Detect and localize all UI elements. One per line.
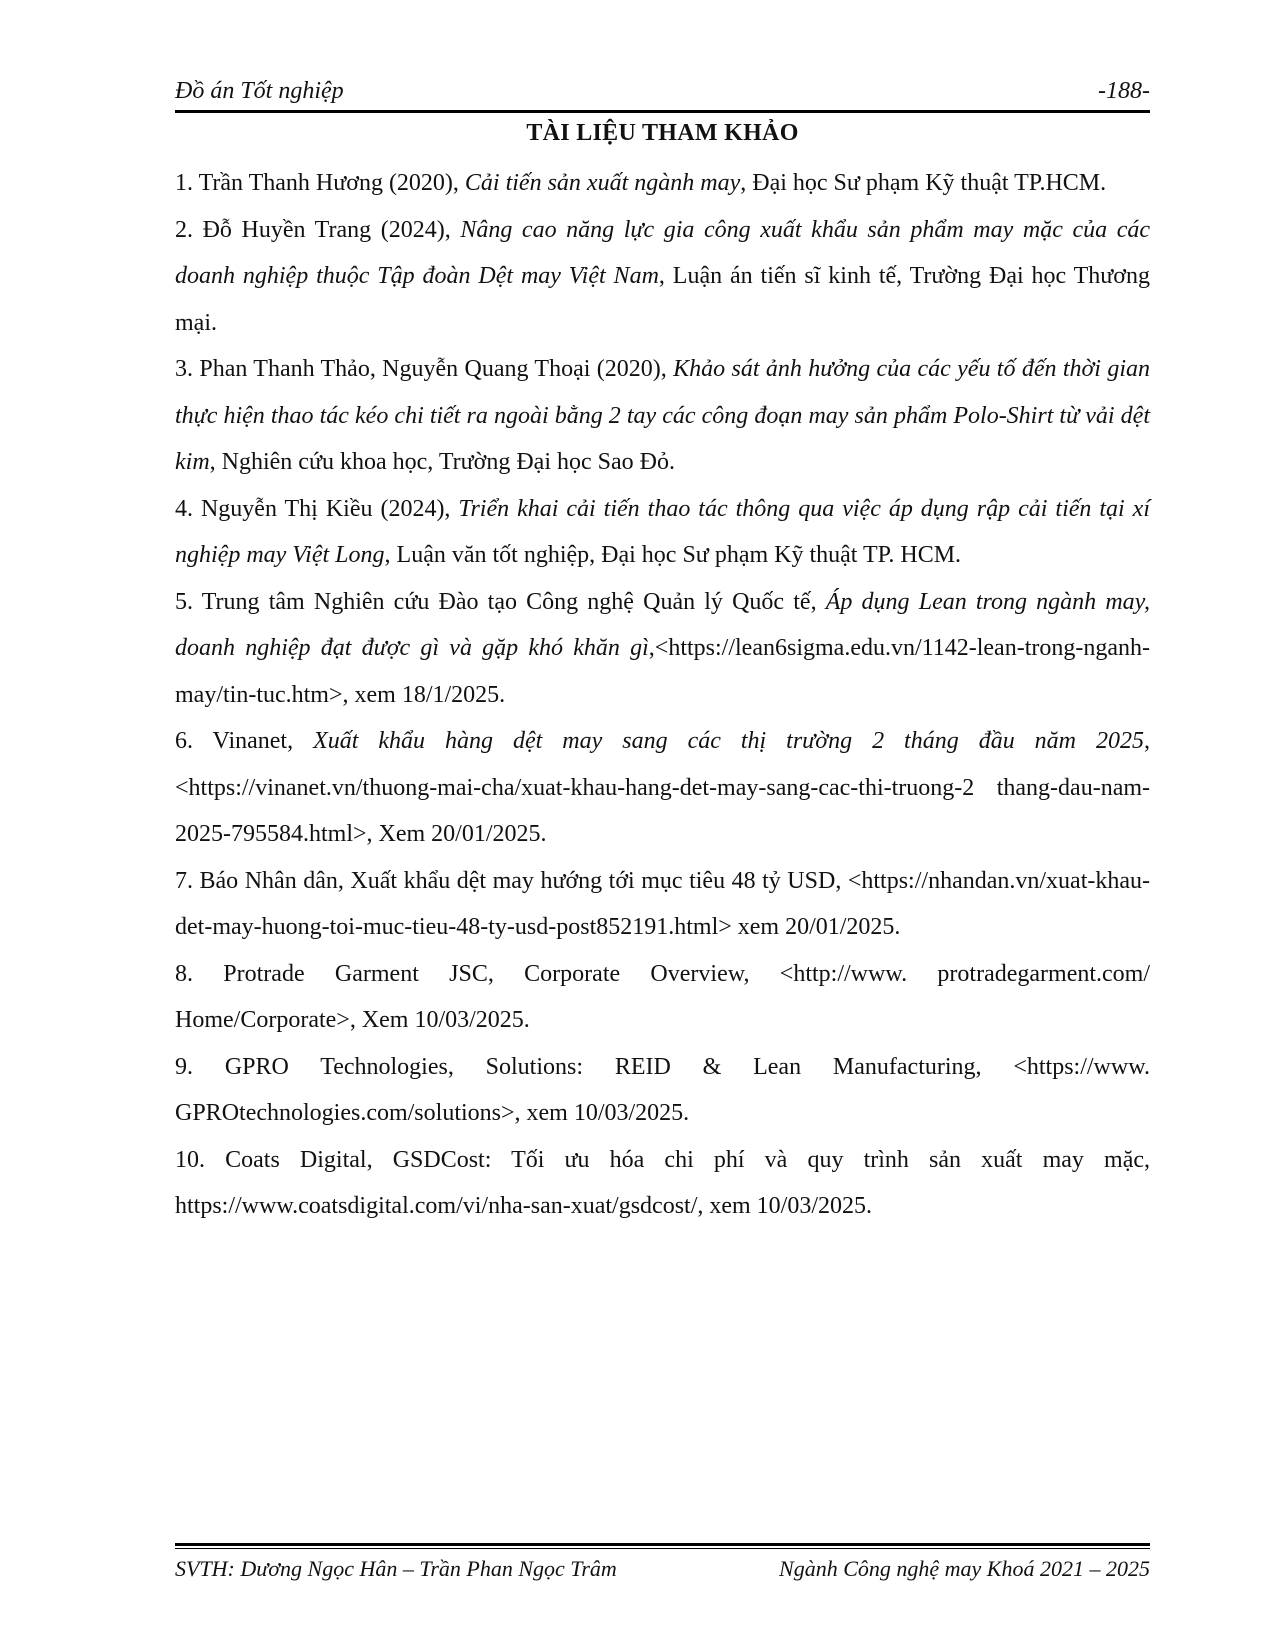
reference-item: 8. Protrade Garment JSC, Corporate Overview, <http://www. protradegarment.com/ Home/Corporate>, Xem 10/03/2025. [175,960,1150,1033]
page-header [175,76,1150,112]
reference-item: 7. Báo Nhân dân, Xuất khẩu dệt may hướng tới mục tiêu 48 tỷ USD, <https://nhandan.vn/xuat-khau-det-may-huong-toi-muc-tieu-48-ty-usd-post852191.html> xem 20/01/2025. [175,867,1150,940]
reference-item: 9. GPRO Technologies, Solutions: REID & Lean Manufacturing, <https://www. GPROtechnologies.com/solutions>, xem 10/03/2025. [175,1053,1150,1126]
reference-item: 3. Phan Thanh Thảo, Nguyễn Quang Thoại (2020), Khảo sát ảnh hưởng của các yếu tố đến thời gian thực hiện thao tác kéo chi tiết ra ngoài bằng 2 tay các công đoạn may sản phẩm Polo-Shirt từ vải dệt kim, Nghiên cứu khoa học, Trường Đại học Sao Đỏ. [175,356,1151,475]
reference-item: 10. Coats Digital, GSDCost: Tối ưu hóa chi phí và quy trình sản xuất may mặc, https://www.coatsdigital.com/vi/nha-san-xuat/gsdcost/, xem 10/03/2025. [175,1146,1150,1219]
page-title: TÀI LIỆU THAM KHẢO [526,120,799,146]
header-page-number: -188- [1098,78,1150,104]
reference-item: 4. Nguyễn Thị Kiều (2024), Triển khai cải tiến thao tác thông qua việc áp dụng rập cải tiến tại xí nghiệp may Việt Long, Luận văn tốt nghiệp, Đại học Sư phạm Kỹ thuật TP. HCM. [175,495,1151,568]
header-rule [175,112,1150,113]
footer-authors: SVTH: Dương Ngọc Hân – Trần Phan Ngọc Trâm [175,1556,617,1581]
footer-rule [175,1548,1150,1549]
header-document-type: Đồ án Tốt nghiệp [175,78,344,104]
reference-list [175,160,1150,1230]
reference-item: 6. Vinanet, Xuất khẩu hàng dệt may sang các thị trường 2 tháng đầu năm 2025, <https://vinanet.vn/thuong-mai-cha/xuat-khau-hang-det-may-sang-cac-thi-truong-2 thang-dau-nam-2025-795584.html>, Xem 20/01/2025. [175,728,1150,847]
page-footer [175,1543,1150,1586]
reference-item: 1. Trần Thanh Hương (2020), Cải tiến sản xuất ngành may, Đại học Sư phạm Kỹ thuật TP.HCM. [175,170,1107,196]
reference-item: 2. Đỗ Huyền Trang (2024), Nâng cao năng lực gia công xuất khẩu sản phẩm may mặc của các doanh nghiệp thuộc Tập đoàn Dệt may Việt Nam, Luận án tiến sĩ kinh tế, Trường Đại học Thương mại. [175,216,1151,336]
reference-item: 5. Trung tâm Nghiên cứu Đào tạo Công nghệ Quản lý Quốc tế, Áp dụng Lean trong ngành may, doanh nghiệp đạt được gì và gặp khó khăn gì,<https://lean6sigma.edu.vn/1142-lean-trong-nganh-may/tin-tuc.htm>, xem 18/1/2025. [175,588,1150,708]
footer-program: Ngành Công nghệ may Khoá 2021 – 2025 [779,1556,1150,1581]
